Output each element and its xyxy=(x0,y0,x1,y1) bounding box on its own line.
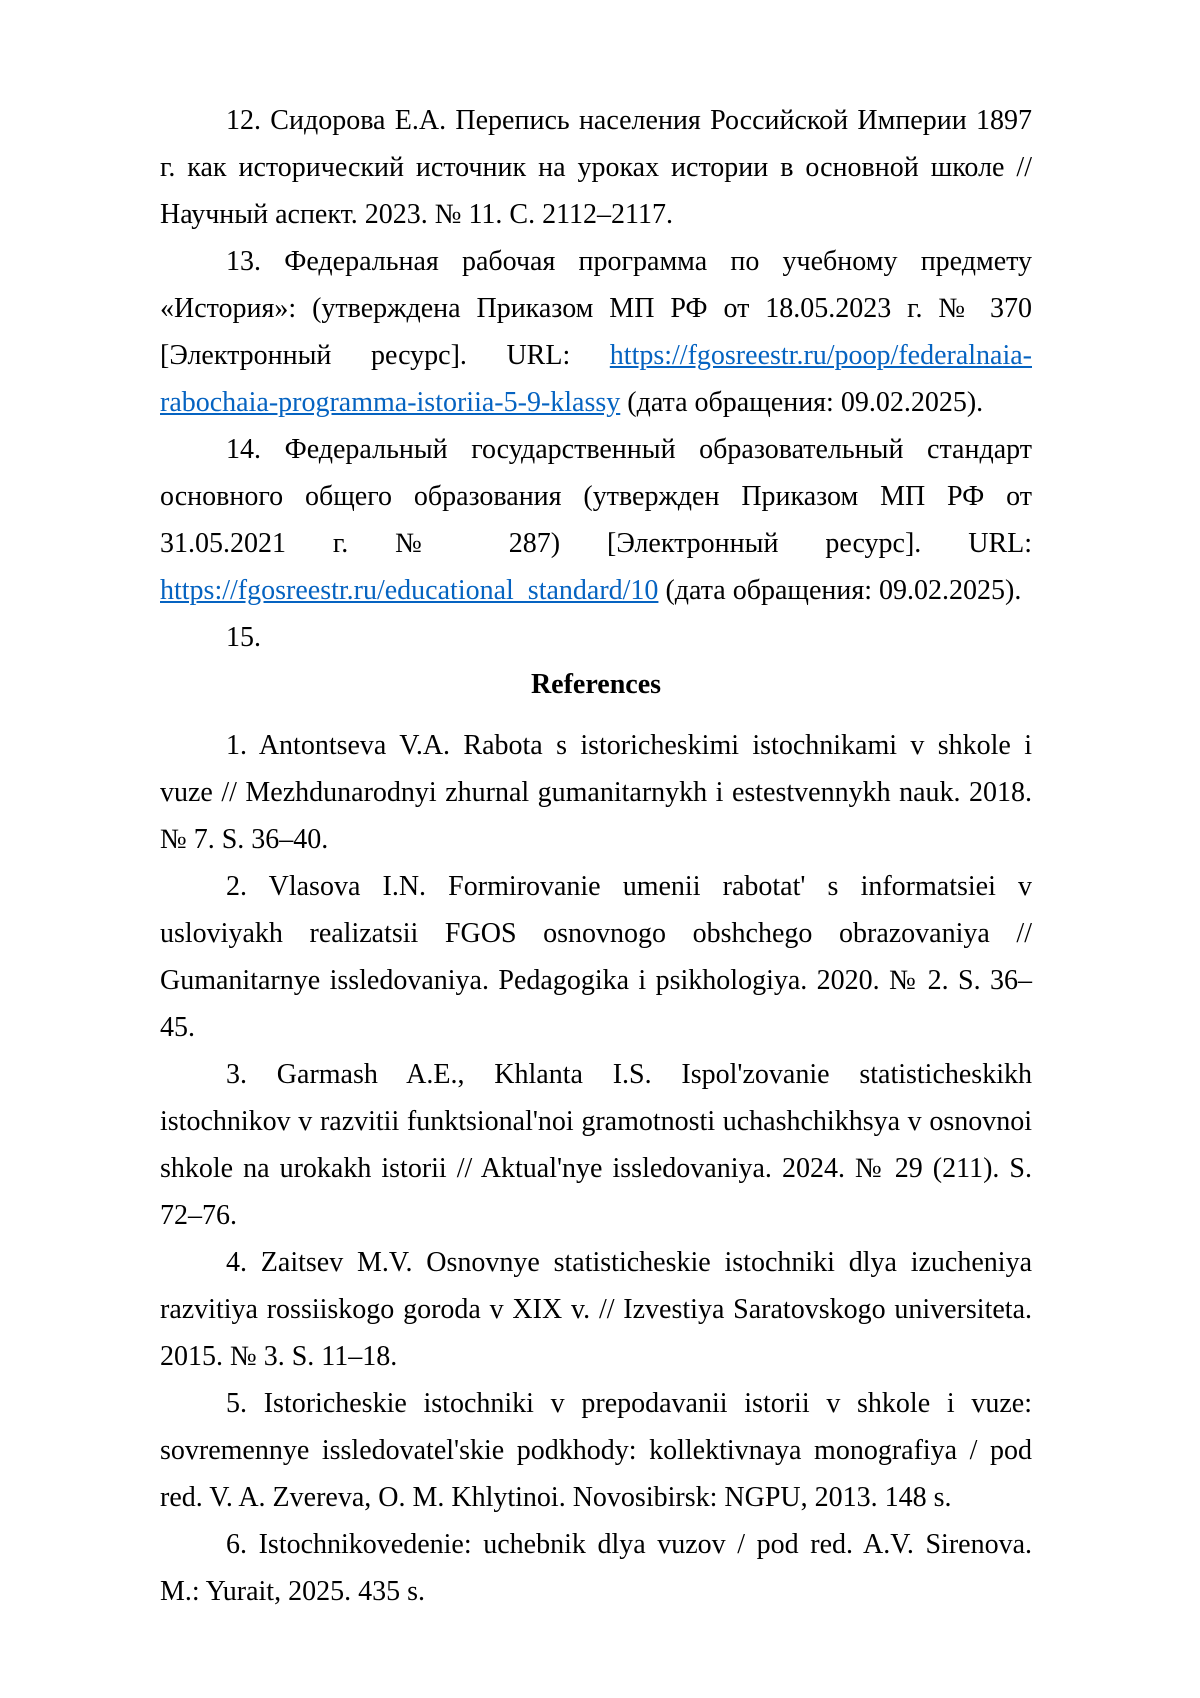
reference-text: 3. Garmash A.E., Khlanta I.S. Ispol'zovanie statisticheskikh istochnikov v razvitii funktsional'noi gramotnosti uchashchikhsya v osnovnoi shkole na urokakh istorii // Aktual'nye issledovaniya. 2024. № 29 (211). S. 72–76. xyxy=(160,1059,1032,1231)
reference-text: 2. Vlasova I.N. Formirovanie umenii rabotat' s informatsiei v usloviyakh realizatsii FGOS osnovnogo obshchego obrazovaniya // Gumanitarnye issledovaniya. Pedagogika i psikhologiya. 2020. № 2. S. 36–45. xyxy=(160,871,1032,1043)
reference-text: 5. Istoricheskie istochniki v prepodavanii istorii v shkole i vuze: sovremennye issledovatel'skie podkhody: kollektivnaya monografiya / pod red. V. A. Zvereva, O. M. Khlytinoi. Novosibirsk: NGPU, 2013. 148 s. xyxy=(160,1388,1032,1513)
bibliography-section-ru xyxy=(160,97,1032,661)
reference-text: 13. Федеральная рабочая программа по учебному предмету «История»: (утверждена Приказом МП РФ от 18.05.2023 г. № 370 [Электронный ресурс]. URL: xyxy=(160,246,1032,371)
reference-text: (дата обращения: 09.02.2025). xyxy=(620,387,984,418)
reference-item xyxy=(160,1521,1032,1615)
reference-item xyxy=(160,1380,1032,1521)
references-heading: References xyxy=(530,669,662,700)
reference-text: 15. xyxy=(226,622,261,653)
reference-text: 4. Zaitsev M.V. Osnovnye statisticheskie istochniki dlya izucheniya razvitiya rossiiskogo goroda v XIX v. // Izvestiya Saratovskogo universiteta. 2015. № 3. S. 11–18. xyxy=(160,1247,1032,1372)
reference-text: 14. Федеральный государственный образовательный стандарт основного общего образования (утвержден Приказом МП РФ от 31.05.2021 г. № 287) [Электронный ресурс]. URL: xyxy=(160,434,1032,559)
reference-item xyxy=(160,238,1032,426)
reference-text: 1. Antontseva V.A. Rabota s istoricheskimi istochnikami v shkole i vuze // Mezhdunarodnyi zhurnal gumanitarnykh i estestvennykh nauk. 2018. № 7. S. 36–40. xyxy=(160,730,1032,855)
references-section-en xyxy=(160,722,1032,1615)
reference-item xyxy=(160,722,1032,863)
reference-item xyxy=(160,426,1032,614)
reference-link[interactable]: https://fgosreestr.ru/educational_standard/10 xyxy=(160,575,659,606)
reference-item xyxy=(160,97,1032,238)
reference-item xyxy=(160,1051,1032,1239)
reference-item xyxy=(160,863,1032,1051)
reference-item xyxy=(160,1239,1032,1380)
reference-text: 12. Сидорова Е.А. Перепись населения Российской Империи 1897 г. как исторический источник на уроках истории в основной школе // Научный аспект. 2023. № 11. С. 2112–2117. xyxy=(160,105,1032,230)
reference-text: (дата обращения: 09.02.2025). xyxy=(658,575,1022,606)
reference-item xyxy=(160,614,1032,661)
reference-text: 6. Istochnikovedenie: uchebnik dlya vuzov / pod red. A.V. Sirenova. M.: Yurait, 2025. 435 s. xyxy=(160,1529,1032,1607)
reference-link[interactable]: https://fgosreestr.ru/poop/federalnaia-rabochaia-programma-istoriia-5-9-klassy xyxy=(160,340,1032,418)
